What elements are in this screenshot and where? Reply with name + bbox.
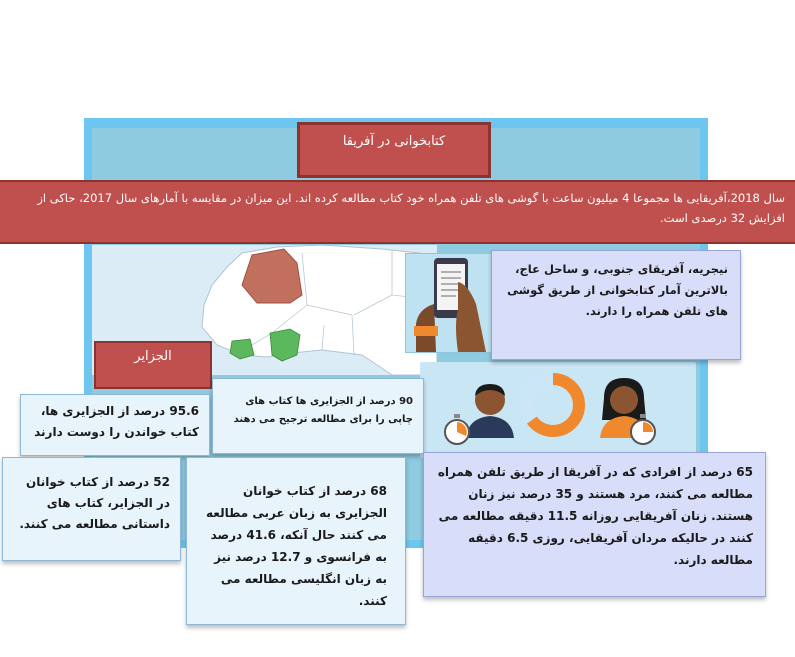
reading-languages-card: 68 درصد از کتاب خوانان الجزایری به زبان عربی مطالعه می کنند حال آنکه، 41.6 درصد به فرانسوی و 12.7 درصد نیز به زبان انگلیسی مطالعه می کنند.	[186, 457, 406, 625]
gender-illustration-panel	[420, 362, 696, 458]
print-books-card: 90 درصد از الجزایری ها کتاب های چاپی را برای مطالعه ترجیح می دهند	[212, 378, 424, 454]
algeria-label: الجزایر	[94, 341, 212, 389]
stopwatch-icon	[628, 414, 658, 450]
gender-reading-card: 65 درصد از افرادی که در آفریقا از طریق تلفن همراه مطالعه می کنند، مرد هستند و 35 درصد نیز زنان هستند. زنان آفریقایی روزانه 11.5 دقیقه مطالعه می کنند در حالیکه مردان آفریقایی، روزی 6.5 دقیقه مطالعه دارند.	[423, 452, 766, 597]
love-reading-card: 95.6 درصد از الجزایری ها، کتاب خواندن را دوست دارند	[20, 394, 210, 456]
intro-banner: سال 2018،آفریقایی ها مجموعا 4 میلیون ساعت با گوشی های تلفن همراه خود کتاب مطالعه کرده اند. این میزان در مقایسه با آمارهای سال 2017، حاکی از افزایش 32 درصدی است.	[0, 180, 795, 244]
gender-donut-chart	[520, 372, 586, 442]
stopwatch-icon	[442, 414, 472, 450]
mobile-reading-countries-card: نیجریه، آفریقای جنوبی، و ساحل عاج، بالاترین آمار کتابخوانی از طریق گوشی های تلفن همراه را دارند.	[491, 250, 741, 360]
page-title: کتابخوانی در آفریقا	[297, 122, 491, 178]
phone-in-hand-icon	[406, 337, 496, 356]
phone-illustration-panel	[405, 253, 497, 353]
ivory-coast-highlight	[230, 339, 254, 359]
nigeria-highlight	[270, 329, 300, 361]
fiction-card: 52 درصد از کتاب خوانان در الجزایر، کتاب های داستانی مطالعه می کنند.	[2, 457, 181, 561]
